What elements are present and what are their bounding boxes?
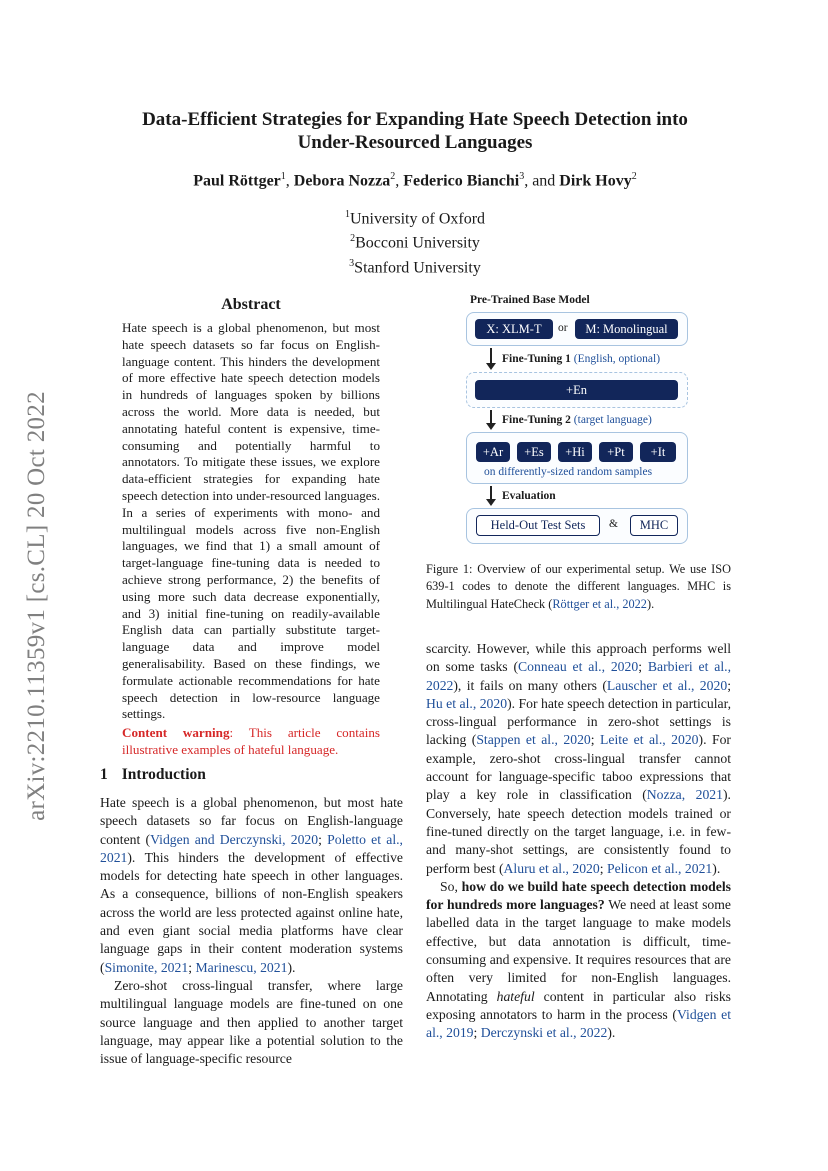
author-name: Dirk Hovy [559, 172, 632, 190]
fig-arrow-icon [490, 348, 492, 364]
paragraph [426, 640, 731, 878]
paragraph [426, 878, 731, 1043]
body-text: ; [599, 860, 607, 876]
author-affil-mark: 2 [631, 171, 637, 182]
section-number: 1 [100, 766, 108, 783]
fig-arrow-icon [490, 486, 492, 500]
author-separator: , and [524, 172, 560, 190]
citation-link[interactable]: Stappen et al., 2020 [476, 732, 591, 748]
citation-link[interactable]: Pelicon et al., 2021 [606, 860, 713, 876]
author-name: Debora Nozza [293, 172, 391, 190]
arxiv-stamp-text: arXiv:2210.11359v1 [cs.CL] 20 Oct 2022 [23, 391, 50, 821]
citation-link[interactable]: Lauscher et al., 2020 [606, 677, 728, 693]
affiliation-name: Bocconi University [355, 234, 480, 252]
body-text: ; [638, 659, 648, 675]
fig-lang-pill-2: +Hi [558, 442, 592, 462]
fig-ft2-label: Fine-Tuning 2 (target language) [502, 414, 652, 426]
paper-title [100, 108, 730, 154]
section-title: Introduction [121, 766, 206, 783]
body-text: scarcity. However, while this approach performs well on some tasks ( [426, 641, 731, 675]
content-warning-text: : This article contains illustrative examples of hateful language. [122, 725, 380, 757]
content-warning-label: Content warning [122, 725, 230, 740]
affiliation-mark: 1 [344, 209, 350, 220]
body-text: ). [287, 959, 296, 975]
title-line-2: Under-Resourced Languages [297, 132, 533, 153]
body-text: ; [590, 732, 601, 748]
citation-link[interactable]: Aluru et al., 2020 [503, 860, 600, 876]
citation-link[interactable]: Derczynski et al., 2022 [480, 1025, 608, 1041]
caption-citation[interactable]: Röttger et al., 2022 [552, 596, 647, 611]
body-text: We need at least some labelled data in the target language to make models effective, but data annotation is difficult, time-consuming and expensive. It requires resources that are often very limited for non-English languages. Annotating [426, 897, 731, 1004]
author-name: Federico Bianchi [403, 172, 520, 190]
bold-text: how do we build hate speech detection models for hundreds more languages? [426, 878, 731, 913]
citation-link[interactable]: Nozza, 2021 [646, 787, 723, 803]
affiliation-mark: 2 [350, 233, 356, 245]
body-text: ; [188, 959, 196, 975]
affiliation-list [100, 205, 730, 278]
body-text: So, [440, 878, 462, 894]
fig-amp-text: & [609, 518, 618, 530]
citation-link[interactable]: Simonite, 2021 [104, 959, 189, 975]
citation-link[interactable]: Vidgen and Derczynski, 2020 [150, 831, 319, 847]
section-heading [100, 766, 206, 784]
fig-lang-pill-1: +Es [517, 442, 551, 462]
affiliation-mark: 3 [349, 257, 355, 269]
author-separator: , [395, 172, 404, 190]
figure-1-diagram [460, 292, 700, 547]
affiliation [100, 205, 730, 229]
fig-xlmt-pill: X: XLM-T [475, 319, 553, 339]
body-text: ; [473, 1025, 481, 1041]
citation-link[interactable]: Barbieri et al., 2022 [426, 659, 731, 693]
body-text: ). [712, 860, 721, 876]
fig-or-text: or [558, 322, 568, 334]
citation-link[interactable]: Conneau et al., 2020 [518, 659, 639, 675]
affiliation-name: University of Oxford [349, 210, 486, 228]
citation-link[interactable]: Hu et al., 2020 [426, 695, 508, 711]
fig-ft1-label: Fine-Tuning 1 (English, optional) [502, 353, 661, 365]
body-text: ). Conversely, hate speech detection models trained or fine-tuned directly on the target language, i.e. in few- and many-shot settings, are consistently found to perform best ( [426, 787, 731, 876]
author-affil-mark: 3 [519, 171, 525, 182]
body-text: ), it fails on many others ( [453, 677, 607, 693]
author-affil-mark: 1 [280, 171, 286, 182]
author-list [100, 171, 730, 190]
citation-link[interactable]: Marinescu, 2021 [195, 959, 288, 975]
fig-en-pill: +En [475, 380, 678, 400]
affiliation [100, 229, 730, 253]
body-text: ). For hate speech detection in particular, cross-lingual performance in zero-shot settings is lacking ( [426, 695, 731, 748]
fig-lang-pill-0: +Ar [476, 442, 510, 462]
abstract-text: Hate speech is a global phenomenon, but most hate speech datasets so far focus on English-language content. This hinders the development of more effective hate speech detection models in hundreds of languages spoken by billions across the world. More data is needed, but annotating hateful content is expensive, time-consuming and potentially harmful to annotators. To mitigate these issues, we explore data-efficient strategies for expanding hate speech detection into under-resourced languages. In a series of experiments with mono- and multilingual models across five non-English languages, we find that 1) a small amount of target-language fine-tuning data is needed to achieve strong performance, 2) the benefits of using more such data decrease exponentially, and 3) initial fine-tuning on readily-available English data can partially substitute target-language data and improve model generalisability. Based on these findings, we formulate actionable recommendations for hate speech detection in low-resource language settings. [122, 320, 380, 722]
paragraph [100, 794, 403, 977]
body-text: ). For example, zero-shot cross-lingual transfer cannot account for language-specific taboo expressions that play a key role in classification ( [426, 732, 731, 803]
fig-monolingual-pill: M: Monolingual [575, 319, 678, 339]
fig-heldout-pill: Held-Out Test Sets [476, 515, 600, 536]
italic-text: hateful [496, 988, 535, 1004]
author-affil-mark: 2 [390, 171, 396, 182]
fig-lang-pill-4: +It [640, 442, 676, 462]
caption-lead: Figure 1: Overview of our experimental setup. We use ISO 639-1 codes to denote the different languages. MHC is Multilingual HateCheck ( [426, 562, 731, 611]
body-text: content in particular also risks exposing annotators to harm in the process ( [426, 988, 731, 1022]
title-line-1: Data-Efficient Strategies for Expanding Hate Speech Detection into [142, 109, 688, 130]
author-name: Paul Röttger [193, 172, 281, 190]
body-text: ). This hinders the development of effective models for detecting hate speech in other languages. As a consequence, billions of non-English speakers across the world are less protected against online hate, and even giant social media platforms have clear language gaps in their content moderation systems ( [100, 849, 403, 975]
fig-mhc-pill: MHC [630, 515, 678, 536]
citation-link[interactable]: Vidgen et al., 2019 [426, 1006, 731, 1041]
citation-link[interactable]: Leite et al., 2020 [600, 732, 699, 748]
figure-caption [426, 561, 731, 613]
left-column-body [100, 794, 403, 1068]
arxiv-stamp [22, 366, 52, 846]
body-text: Hate speech is a global phenomenon, but most hate speech datasets so far focus on English-language content ( [100, 795, 403, 847]
right-column-body [426, 640, 731, 1043]
body-text: ; [318, 831, 328, 847]
citation-link[interactable]: Poletto et al., 2021 [100, 831, 403, 865]
body-text: Zero-shot cross-lingual transfer, where large multilingual language models are fine-tuned on one source language and then applied to another target language, may appear like a potential solution to the issue of language-specific resource [100, 977, 403, 1067]
affiliation-name: Stanford University [354, 258, 481, 276]
fig-samples-note: on differently-sized random samples [484, 466, 653, 478]
body-text: ). [607, 1025, 616, 1041]
fig-arrow-icon [490, 410, 492, 424]
author-separator: , [285, 172, 294, 190]
caption-tail: ). [646, 596, 655, 611]
content-warning [122, 725, 380, 759]
fig-base-model-label: Pre-Trained Base Model [470, 294, 590, 306]
paragraph [100, 977, 403, 1068]
fig-lang-pill-3: +Pt [599, 442, 633, 462]
body-text: ; [727, 677, 731, 693]
abstract-heading: Abstract [221, 296, 281, 313]
affiliation [100, 254, 730, 278]
fig-eval-label: Evaluation [502, 490, 556, 502]
